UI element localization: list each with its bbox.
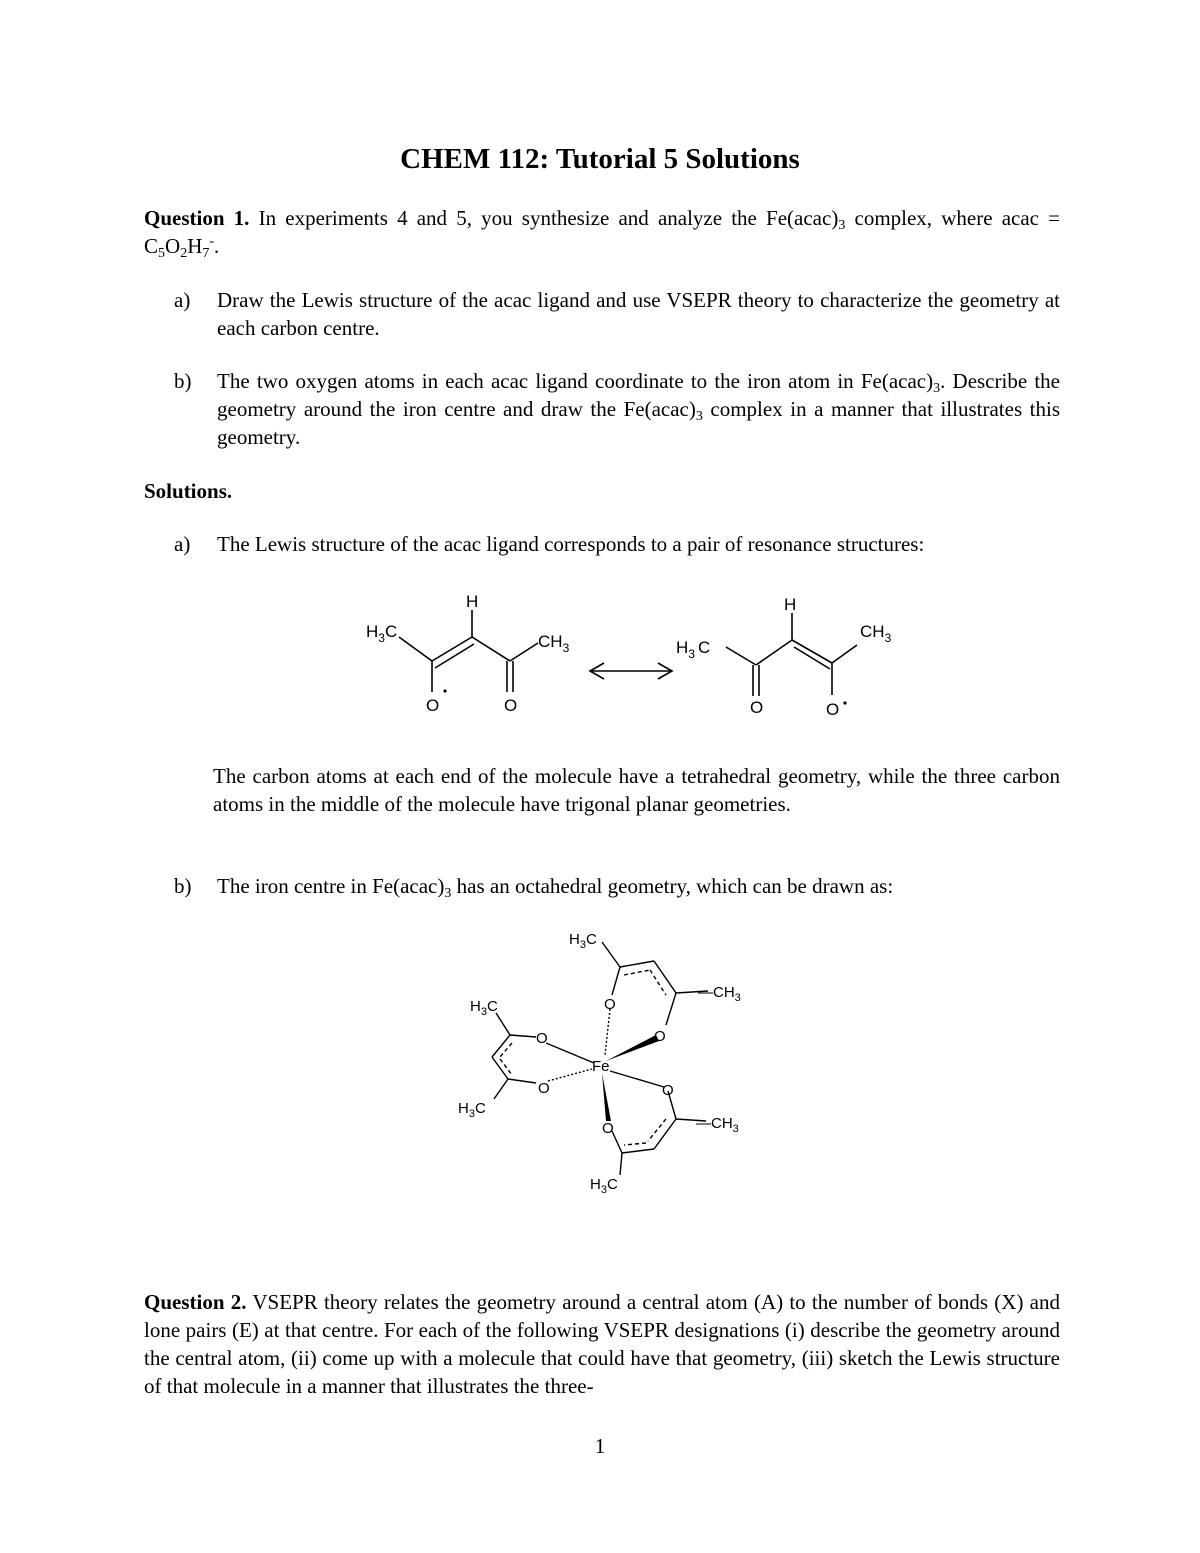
page-title: CHEM 112: Tutorial 5 Solutions	[400, 143, 800, 175]
bond	[654, 1119, 676, 1149]
bond	[622, 1149, 654, 1153]
methyl-group: $CH_3$	[860, 622, 892, 645]
question-2-text: Question 2. VSEPR theory relates the geometry around a central atom (A) to the number of bonds (X) and lone pairs (E) at that centre. For each of the following VSEPR designations (i) describe the geometry around the central atom, (ii) come up with a molecule that could have that geometry, (iii) sketch the Lewis structure of that molecule in a manner that illustrates the three-	[144, 1290, 1061, 1398]
bond	[654, 961, 676, 993]
fe-o-hashed-bond	[605, 1009, 610, 1055]
bond	[510, 643, 538, 661]
oxygen-atom: O	[750, 698, 764, 717]
bond	[492, 1035, 510, 1057]
bond	[620, 1153, 622, 1175]
question-1-label: Question 1.	[144, 206, 250, 230]
bond	[602, 942, 620, 967]
h-atom: H	[466, 592, 479, 611]
bond	[792, 640, 832, 663]
oxygen-atom: O	[536, 1030, 548, 1047]
delocalized-bond	[624, 970, 650, 975]
bond	[492, 1057, 508, 1079]
charge-dot	[443, 689, 446, 692]
fe-acac3-complex-diagram	[440, 925, 770, 1200]
h-atom: H	[784, 595, 797, 614]
methyl-group: $H_3C$	[590, 1176, 618, 1196]
fe-o-bond	[610, 1071, 664, 1087]
bond	[832, 645, 857, 663]
resonance-structures-diagram	[340, 585, 900, 725]
oxygen-atom: O	[604, 996, 616, 1013]
oxygen-anion: O	[426, 696, 440, 715]
bond	[620, 961, 654, 967]
delocalized-bond	[500, 1059, 512, 1075]
fe-o-wedge-bond	[606, 1035, 659, 1061]
solutions-heading: Solutions.	[144, 479, 233, 503]
solution-a-explanation: The carbon atoms at each end of the molecule have a tetrahedral geometry, while the three carbon atoms in the middle of the molecule have trigonal planar geometries.	[213, 764, 1060, 816]
fe-o-hashed-bond	[548, 1069, 592, 1081]
bond	[510, 1035, 536, 1037]
solution-a: a) The Lewis structure of the acac ligand corresponds to a pair of resonance structures:	[174, 532, 925, 556]
bond	[472, 637, 510, 661]
oxygen-atom: O	[662, 1082, 674, 1099]
oxygen-atom: O	[654, 1028, 666, 1045]
iron-atom: Fe	[592, 1058, 610, 1075]
oxygen-atom: O	[538, 1080, 550, 1097]
bond	[666, 993, 676, 1025]
methyl-group: $H_3C$	[470, 998, 498, 1018]
methyl-group: $H_3C$	[569, 931, 597, 951]
oxygen-atom: O	[504, 696, 518, 715]
bond	[508, 1079, 536, 1083]
bond	[726, 647, 756, 665]
question-1-text: Question 1. In experiments 4 and 5, you synthesize and analyze the $Fe(acac)_3$ complex, where acac = $C_5O_2H_7^-$.	[144, 206, 1060, 261]
bond	[756, 640, 792, 665]
delocalized-bond	[624, 1143, 646, 1145]
methyl-group: $CH_3$	[538, 632, 570, 655]
fe-o-wedge-bond	[602, 1073, 611, 1121]
methyl-group: $H_3C$	[458, 1100, 486, 1120]
page-number: 1	[594, 1434, 606, 1458]
oxygen-anion: O	[826, 700, 840, 719]
question-1-part-b: b) The two oxygen atoms in each acac ligand coordinate to the iron atom in $Fe(acac)_3$. Describe the geometry around the iron centre and draw the $Fe(acac)_3$ complex in a manner that illustrates this geometry.	[174, 369, 1060, 449]
solution-b: b) The iron centre in $Fe(acac)_3$ has an octahedral geometry, which can be drawn as:	[174, 874, 894, 901]
charge-dot	[843, 701, 846, 704]
methyl-group: $—CH_3$	[696, 1115, 739, 1135]
bond	[399, 637, 432, 661]
methyl-group: $—CH_3$	[698, 984, 741, 1004]
methyl-group: $H_3C$	[366, 622, 398, 645]
question-1-part-a: a) Draw the Lewis structure of the acac ligand and use VSEPR theory to characterize the geometry at each carbon centre.	[174, 288, 1060, 340]
question-2-label: Question 2.	[144, 1290, 247, 1314]
bond	[612, 967, 620, 995]
fe-o-bond	[546, 1043, 594, 1063]
delocalized-bond	[648, 1119, 666, 1141]
bond	[494, 1079, 508, 1099]
methyl-group: $H_3$ C	[676, 638, 711, 661]
oxygen-atom: O	[602, 1120, 614, 1137]
bond	[496, 1013, 510, 1035]
